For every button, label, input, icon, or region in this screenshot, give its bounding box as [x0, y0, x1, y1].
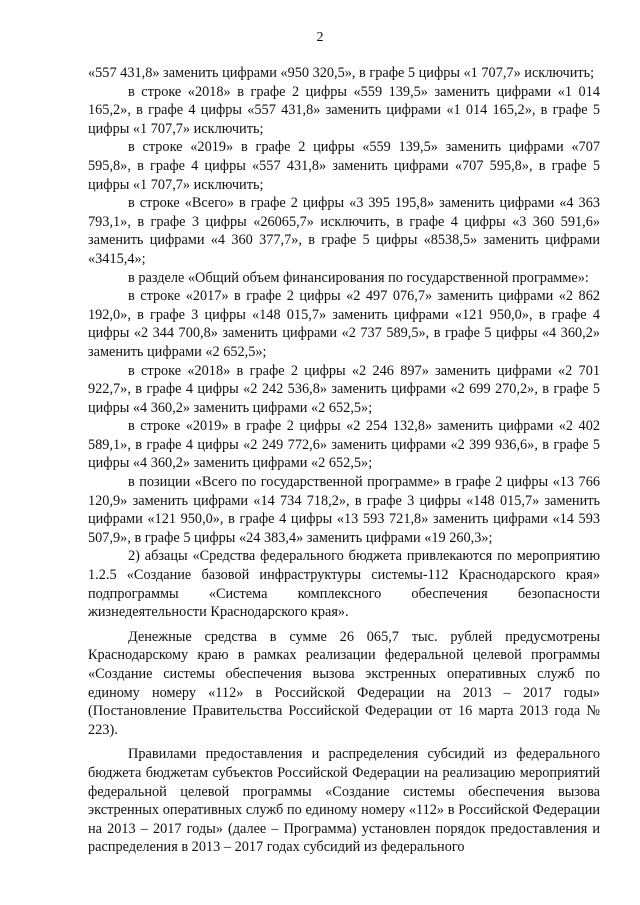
paragraph: в разделе «Общий объем финансирования по государственной программе»:	[128, 269, 589, 286]
paragraph: в строке «2018» в графе 2 цифры «2 246 897» заменить цифрами «2 701 922,7», в графе 4 цифры «2 242 536,8» заменить цифрами «2 699 270,2», в графе 5 цифры «4 360,2» заменить цифрами «2 652,5»;	[88, 362, 600, 416]
paragraph: в строке «2019» в графе 2 цифры «559 139,5» заменить цифрами «707 595,8», в графе 4 цифры «557 431,8» заменить цифрами «707 595,8», в графе 5 цифры «1 707,7» исключить;	[88, 139, 600, 193]
paragraph: в строке «2019» в графе 2 цифры «2 254 132,8» заменить цифрами «2 402 589,1», в графе 4 цифры «2 249 772,6» заменить цифрами «2 399 936,6», в графе 5 цифры «4 360,2» заменить цифрами «2 652,5»;	[88, 418, 600, 472]
paragraph: Денежные средства в сумме 26 065,7 тыс. рублей предусмотрены Краснодарскому краю в рамках реализации федеральной целевой программы «Создание системы обеспечения вызова экстренных оперативных служб по единому номеру «112» в Российской Федерации на 2013 – 2017 годы» (Постановление Правительства Российской Федерации от 16 марта 2013 года № 223).	[88, 628, 600, 738]
paragraph: Правилами предоставления и распределения субсидий из федерального бюджета бюджетам субъектов Российской Федерации на реализацию мероприятий федеральной целевой программы «Создание системы обеспечения вызова экстренных оперативных служб по единому номеру «112» в Российской Федерации на 2013 – 2017 годы» (далее – Программа) установлен порядок предоставления и распределения в 2013 – 2017 годах субсидий из федерального	[88, 746, 600, 856]
page-number: 2	[316, 30, 324, 45]
paragraph: «557 431,8» заменить цифрами «950 320,5», в графе 5 цифры «1 707,7» исключить;	[88, 65, 595, 81]
paragraph: в строке «2018» в графе 2 цифры «559 139,5» заменить цифрами «1 014 165,2», в графе 4 цифры «557 431,8» заменить цифрами «1 014 165,2», в графе 5 цифры «1 707,7» исключить;	[88, 83, 600, 137]
document-body	[88, 64, 600, 857]
paragraph: 2) абзацы «Средства федерального бюджета привлекаются по мероприятию 1.2.5 «Создание базовой инфраструктуры системы-112 Краснодарского края» подпрограммы «Система комплексного обеспечения безопасности жизнедеятельности Краснодарского края».	[88, 548, 600, 621]
paragraph: в строке «2017» в графе 2 цифры «2 497 076,7» заменить цифрами «2 862 192,0», в графе 3 цифры «148 015,7» заменить цифрами «121 950,0», в графе 4 цифры «2 344 700,8» заменить цифрами «2 737 589,5», в графе 5 цифры «4 360,2» заменить цифрами «2 652,5»;	[88, 288, 600, 360]
paragraph: в позиции «Всего по государственной программе» в графе 2 цифры «13 766 120,9» заменить цифрами «14 734 718,2», в графе 3 цифры «148 015,7» заменить цифрами «121 950,0», в графе 4 цифры «13 593 721,8» заменить цифрами «14 593 507,9», в графе 5 цифры «24 383,4» заменить цифрами «19 260,3»;	[88, 474, 600, 546]
paragraph: в строке «Всего» в графе 2 цифры «3 395 195,8» заменить цифрами «4 363 793,1», в графе 3 цифры «26065,7» исключить, в графе 4 цифры «3 360 591,6» заменить цифрами «4 360 377,7», в графе 5 цифры «8538,5» заменить цифрами «3415,4»;	[88, 195, 600, 267]
